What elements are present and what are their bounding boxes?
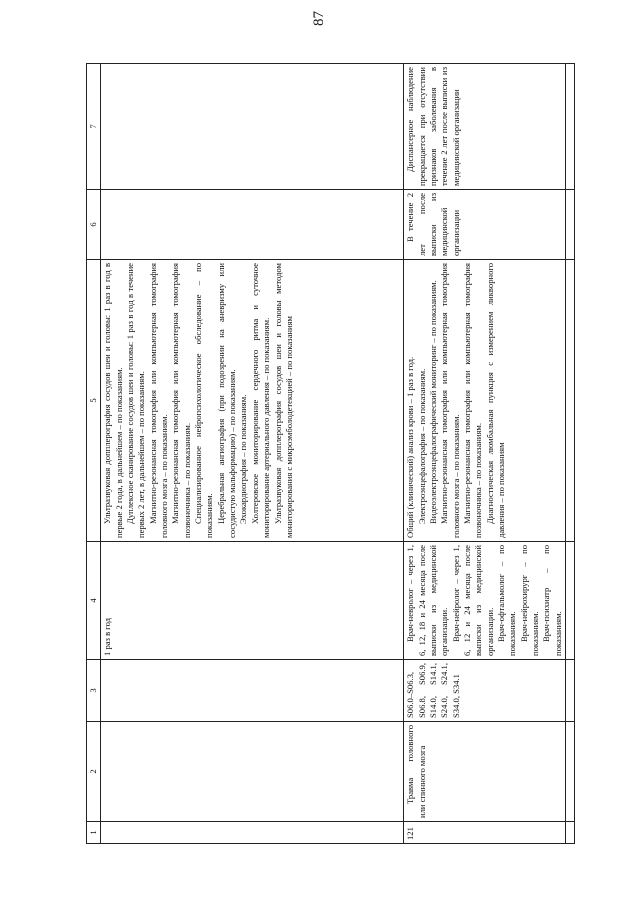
exam-item: Магнитно-резонансная томография или компьютерная томография головного мозга – по показаниям.	[439, 263, 461, 538]
specialist-item: Врач-нейрохирург – по показаниям.	[518, 545, 541, 656]
cell-a-2	[101, 722, 404, 822]
cell-a-6	[101, 190, 404, 260]
termination-condition: Диспансерное наблюдение прекращается при отсутствии признаков заболевания в течение 2 лет после выписки из медицинской организации	[404, 64, 566, 190]
header-col-3: 3	[87, 660, 101, 722]
exam-item: Церебральная ангиография (при подозрении на аневризму или сосудистую мальформацию) – по показаниям.	[215, 263, 238, 538]
row-number: 121	[404, 822, 566, 844]
header-col-4: 4	[87, 542, 101, 660]
dispensary-table	[86, 63, 575, 844]
table-row	[404, 64, 566, 844]
cell-a-3	[101, 660, 404, 722]
cell-c-1	[566, 822, 575, 844]
cell-c-6	[566, 190, 575, 260]
cell-a-7	[101, 64, 404, 190]
header-col-1: 1	[87, 822, 101, 844]
header-col-5: 5	[87, 260, 101, 542]
cell-c-3	[566, 660, 575, 722]
cell-c-2	[566, 722, 575, 822]
specialist-schedule	[404, 542, 566, 660]
diagnosis-name: Травма головного или спинного мозга	[404, 722, 566, 822]
cell-a-1	[101, 822, 404, 844]
exam-item: Холтеровское мониторирование сердечного ритма и суточное мониторирование артериального давления – по показаниям.	[249, 263, 272, 538]
header-row	[87, 64, 101, 844]
exam-item: Диагностическая люмбальная пункция с измерением ликворного давления – по показаниям	[484, 263, 507, 538]
specialist-item: Врач-психиатр – по показаниям.	[541, 545, 563, 656]
header-col-7: 7	[87, 64, 101, 190]
exam-item: Электроэнцефалография – по показаниям.	[416, 368, 427, 524]
cell-a-5	[101, 260, 404, 542]
cell-a-4	[101, 542, 404, 660]
cell-c-4	[566, 542, 575, 660]
exam-item: Специализированное нейропсихологическое обследование – по показаниям.	[193, 263, 215, 538]
exam-item: Дуплексное сканирование сосудов шеи и головы: 1 раз в год в течение первых 2 лет, в дальнейшем – по показаниям.	[125, 263, 147, 538]
exam-item: Общий (клинический) анализ крови – 1 раз в год.	[405, 356, 416, 538]
icd-codes: S06.0–S06.3, S06.8, S06.9, S14.0, S14.1, S24.0, S24.1, S34.0, S34.1	[404, 660, 566, 722]
frequency-text: 1 раз в год	[102, 617, 113, 656]
cell-c-5	[566, 260, 575, 542]
specialist-item: Врач-офтальмолог – по показаниям.	[496, 545, 518, 656]
rotated-table-container	[86, 64, 563, 844]
exam-item: Ультразвуковая допплерография сосудов шеи и головы: 1 раз в год в первые 2 года, в дальнейшем – по показаниям.	[102, 263, 124, 538]
table-row	[101, 64, 404, 844]
exam-item: Ультразвуковая допплерография сосудов шеи и головы методом мониторирования с микроэмболодетекцией – по показаниям	[272, 263, 294, 538]
header-col-6: 6	[87, 190, 101, 260]
cell-c-7	[566, 64, 575, 190]
exam-list	[404, 260, 566, 542]
exam-item: Магнитно-резонансная томография или компьютерная томография головного мозга – по показаниям.	[147, 263, 170, 538]
page-number: 87	[311, 11, 327, 26]
exam-item: Магнитно-резонансная томография или компьютерная томография позвоночника – по показаниям.	[170, 263, 192, 538]
specialist-item: Врач-невролог – через 1, 6, 12, 18 и 24 месяца после выписки из медицинской организации.	[405, 545, 450, 656]
specialist-item: Врач-нейролог – через 1, 6, 12 и 24 месяца после выписки из медицинской организации.	[450, 545, 495, 656]
observation-period: В течение 2 лет после выписки из медицинской организации	[404, 190, 566, 260]
exam-item: Видеоэлектроэнцефалографический мониторинг – по показаниям.	[428, 280, 439, 524]
header-col-2: 2	[87, 722, 101, 822]
table-row-continuation	[566, 64, 575, 844]
exam-item: Магнитно-резонансная томография или компьютерная томография позвоночника – по показаниям.	[462, 263, 484, 538]
exam-item: Эхокардиография – по показаниям.	[238, 394, 249, 524]
